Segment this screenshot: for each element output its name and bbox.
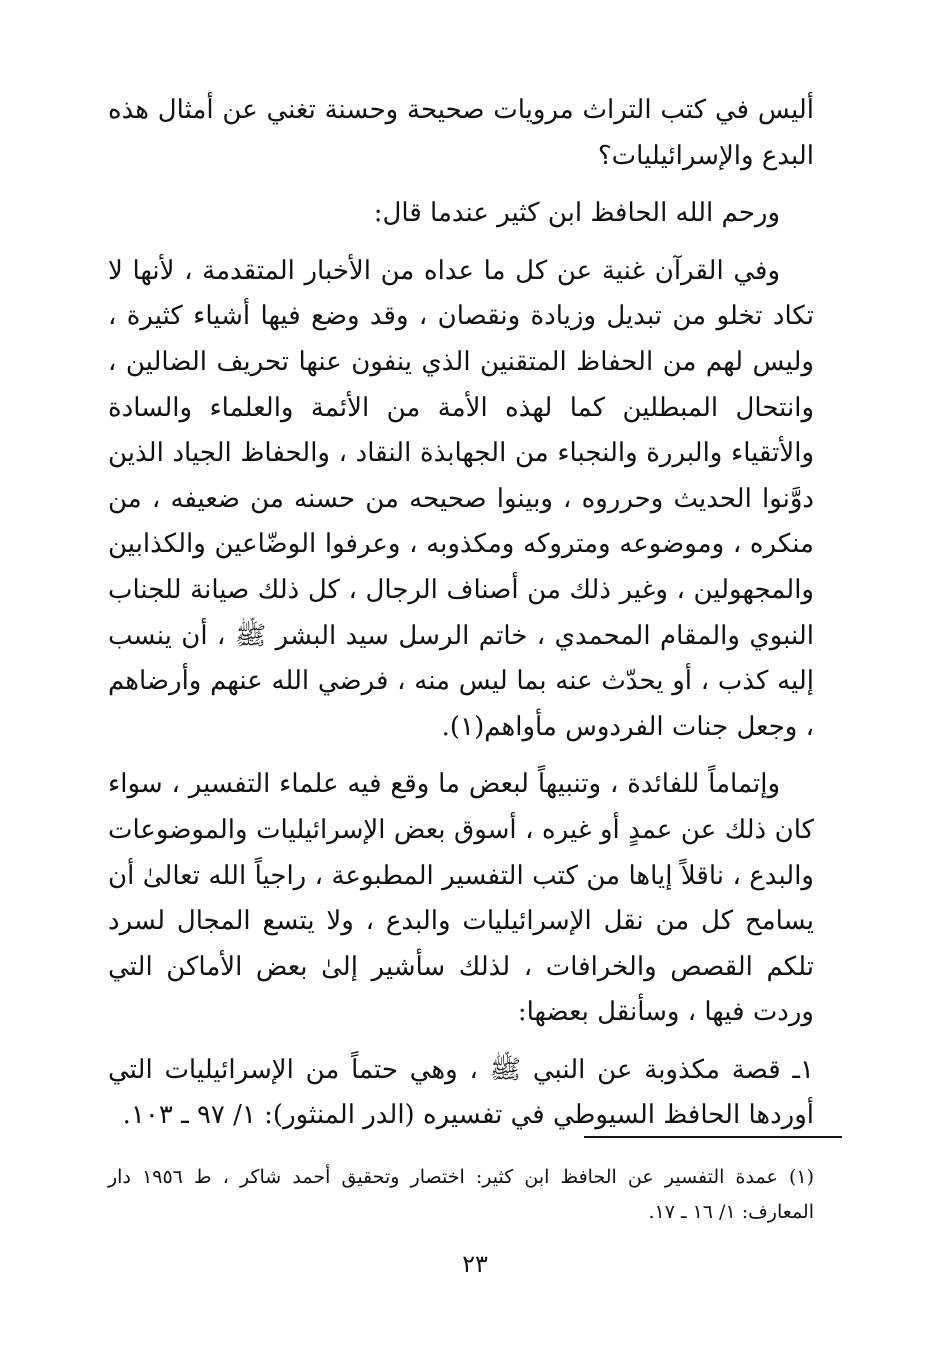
page-body	[108, 88, 814, 1139]
footnote: (١) عمدة التفسير عن الحافظ ابن كثير: اختصار وتحقيق أحمد شاكر ، ط ١٩٥٦ دار المعارف: ١/ ١٦ ـ ١٧.	[108, 1166, 814, 1223]
page-number: ٢٣	[462, 1250, 488, 1278]
paragraph-item-1: ١ـ قصة مكذوبة عن النبي ﷺ ، وهي حتماً من الإسرائيليات التي أوردها الحافظ السيوطي في تفسيره (الدر المنثور): ١/ ٩٧ ـ ١٠٣.	[108, 1054, 815, 1131]
paragraph-question: أليس في كتب التراث مرويات صحيحة وحسنة تغني عن أمثال هذه البدع والإسرائيليات؟	[108, 95, 814, 171]
paragraph-completion: وإتماماً للفائدة ، وتنبيهاً لبعض ما وقع فيه علماء التفسير ، سواء كان ذلك عن عمدٍ أو غيره ، أسوق بعض الإسرائيليات والموضوعات والبدع ، ناقلاً إياها من كتب التفسير المطبوعة ، راجياً الله تعالىٰ أن يسامح كل من نقل الإسرائيليات والبدع ، ولا يتسع المجال لسرد تلكم القصص والخرافات ، لذلك سأشير إلىٰ بعض الأماكن التي وردت فيها ، وسأنقل بعضها:	[108, 769, 815, 1028]
paragraph-ibn-kathir-quote: وفي القرآن غنية عن كل ما عداه من الأخبار المتقدمة ، لأنها لا تكاد تخلو من تبديل وزيادة ونقصان ، وقد وضع فيها أشياء كثيرة ، وليس لهم من الحفاظ المتقنين الذي ينفون عنها تحريف الضالين ، وانتحال المبطلين كما لهذه الأمة من الأئمة والعلماء والسادة والأتقياء والبررة والنجباء من الجهابذة النقاد ، والحفاظ الجياد الذين دوَّنوا الحديث وحرروه ، وبينوا صحيحه من حسنه من ضعيفه ، من منكره ، وموضوعه ومتروكه ومكذوبه ، وعرفوا الوضّاعين والكذابين والمجهولين ، وغير ذلك من أصناف الرجال ، كل ذلك صيانة للجناب النبوي والمقام المحمدي ، خاتم الرسل سيد البشر ﷺ ، أن ينسب إليه كذب ، أو يحدّث عنه بما ليس منه ، فرضي الله عنهم وأرضاهم ، وجعل جنات الفردوس مأواهم(١).	[108, 255, 814, 742]
paragraph-intro-quote: ورحم الله الحافظ ابن كثير عندما قال:	[373, 198, 780, 229]
footnote-divider	[584, 1136, 842, 1138]
